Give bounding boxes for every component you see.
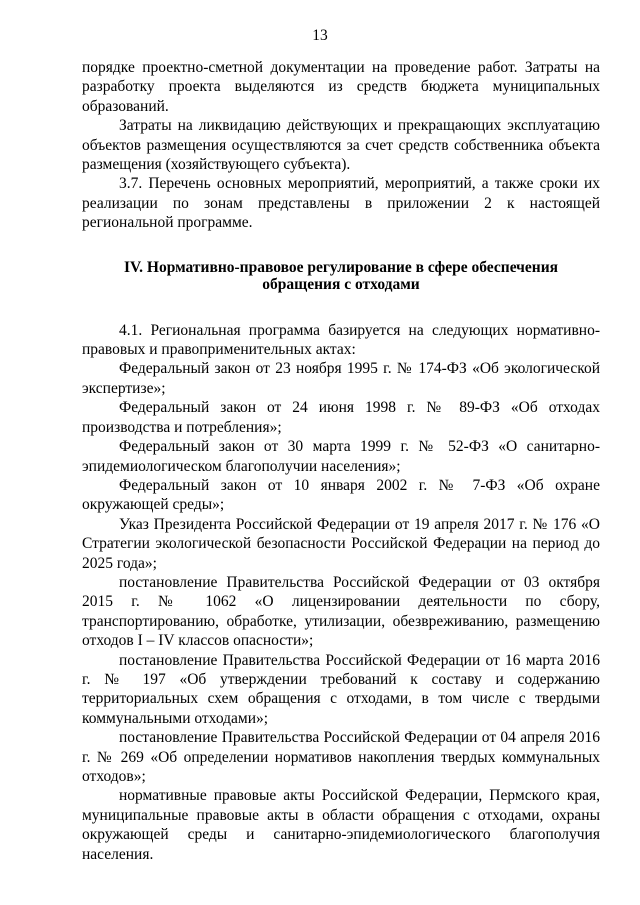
section-iv-heading [82, 259, 600, 293]
act-item: постановление Правительства Российской Федерации от 16 марта 2016 г. № 197 «Об утверждении требований к составу и содержанию территориальных схем обращения с отходами, в том числе с твердыми коммунальными отходами»; [82, 651, 600, 727]
costs-paragraph: Затраты на ликвидацию действующих и прекращающих эксплуатацию объектов размещения осуществляются за счет средств собственника объекта размещения (хозяйствующего субъекта). [82, 117, 600, 174]
act-item: Указ Президента Российской Федерации от 19 апреля 2017 г. № 176 «О Стратегии экологической безопасности Российской Федерации на период до 2025 года»; [82, 515, 600, 572]
act-item: постановление Правительства Российской Федерации от 03 октября 2015 г. № 1062 «О лицензировании деятельности по сбору, транспортированию, обработке, утилизации, обезвреживанию, размещению отходов I – IV классов опасности»; [82, 573, 600, 650]
act-item: Федеральный закон от 30 марта 1999 г. № 52-ФЗ «О санитарно-эпидемиологическом благополучии населения»; [82, 438, 600, 475]
act-item: нормативные правовые акты Российской Федерации, Пермского края, муниципальные правовые акты в области обращения с отходами, охраны окружающей среды и санитарно-эпидемиологического благополучия населения. [82, 787, 600, 863]
section-4-1-intro: 4.1. Региональная программа базируется на следующих нормативно-правовых и правоприменительных актах: [82, 321, 600, 359]
document-body [82, 58, 600, 864]
section-iv-heading-line-1: IV. Нормативно-правовое регулирование в сфере обеспечения [123, 258, 559, 276]
act-item: Федеральный закон от 24 июня 1998 г. № 89-ФЗ «Об отходах производства и потребления»; [82, 399, 600, 436]
section-3-7-paragraph: 3.7. Перечень основных мероприятий, мероприятий, а также сроки их реализации по зонам представлены в приложении 2 к настоящей региональной программе. [82, 175, 600, 232]
act-item: постановление Правительства Российской Федерации от 04 апреля 2016 г. № 269 «Об определении нормативов накопления твердых коммунальных отходов»; [82, 729, 600, 785]
continuation-paragraph: порядке проектно-сметной документации на проведение работ. Затраты на разработку проекта выделяются из средств бюджета муниципальных образований. [82, 59, 600, 115]
act-item: Федеральный закон от 23 ноября 1995 г. № 174-ФЗ «Об экологической экспертизе»; [82, 360, 600, 397]
section-iv-heading-line-2: обращения с отходами [262, 275, 420, 293]
act-item: Федеральный закон от 10 января 2002 г. № 7-ФЗ «Об охране окружающей среды»; [82, 476, 600, 514]
page-number: 13 [312, 27, 328, 44]
